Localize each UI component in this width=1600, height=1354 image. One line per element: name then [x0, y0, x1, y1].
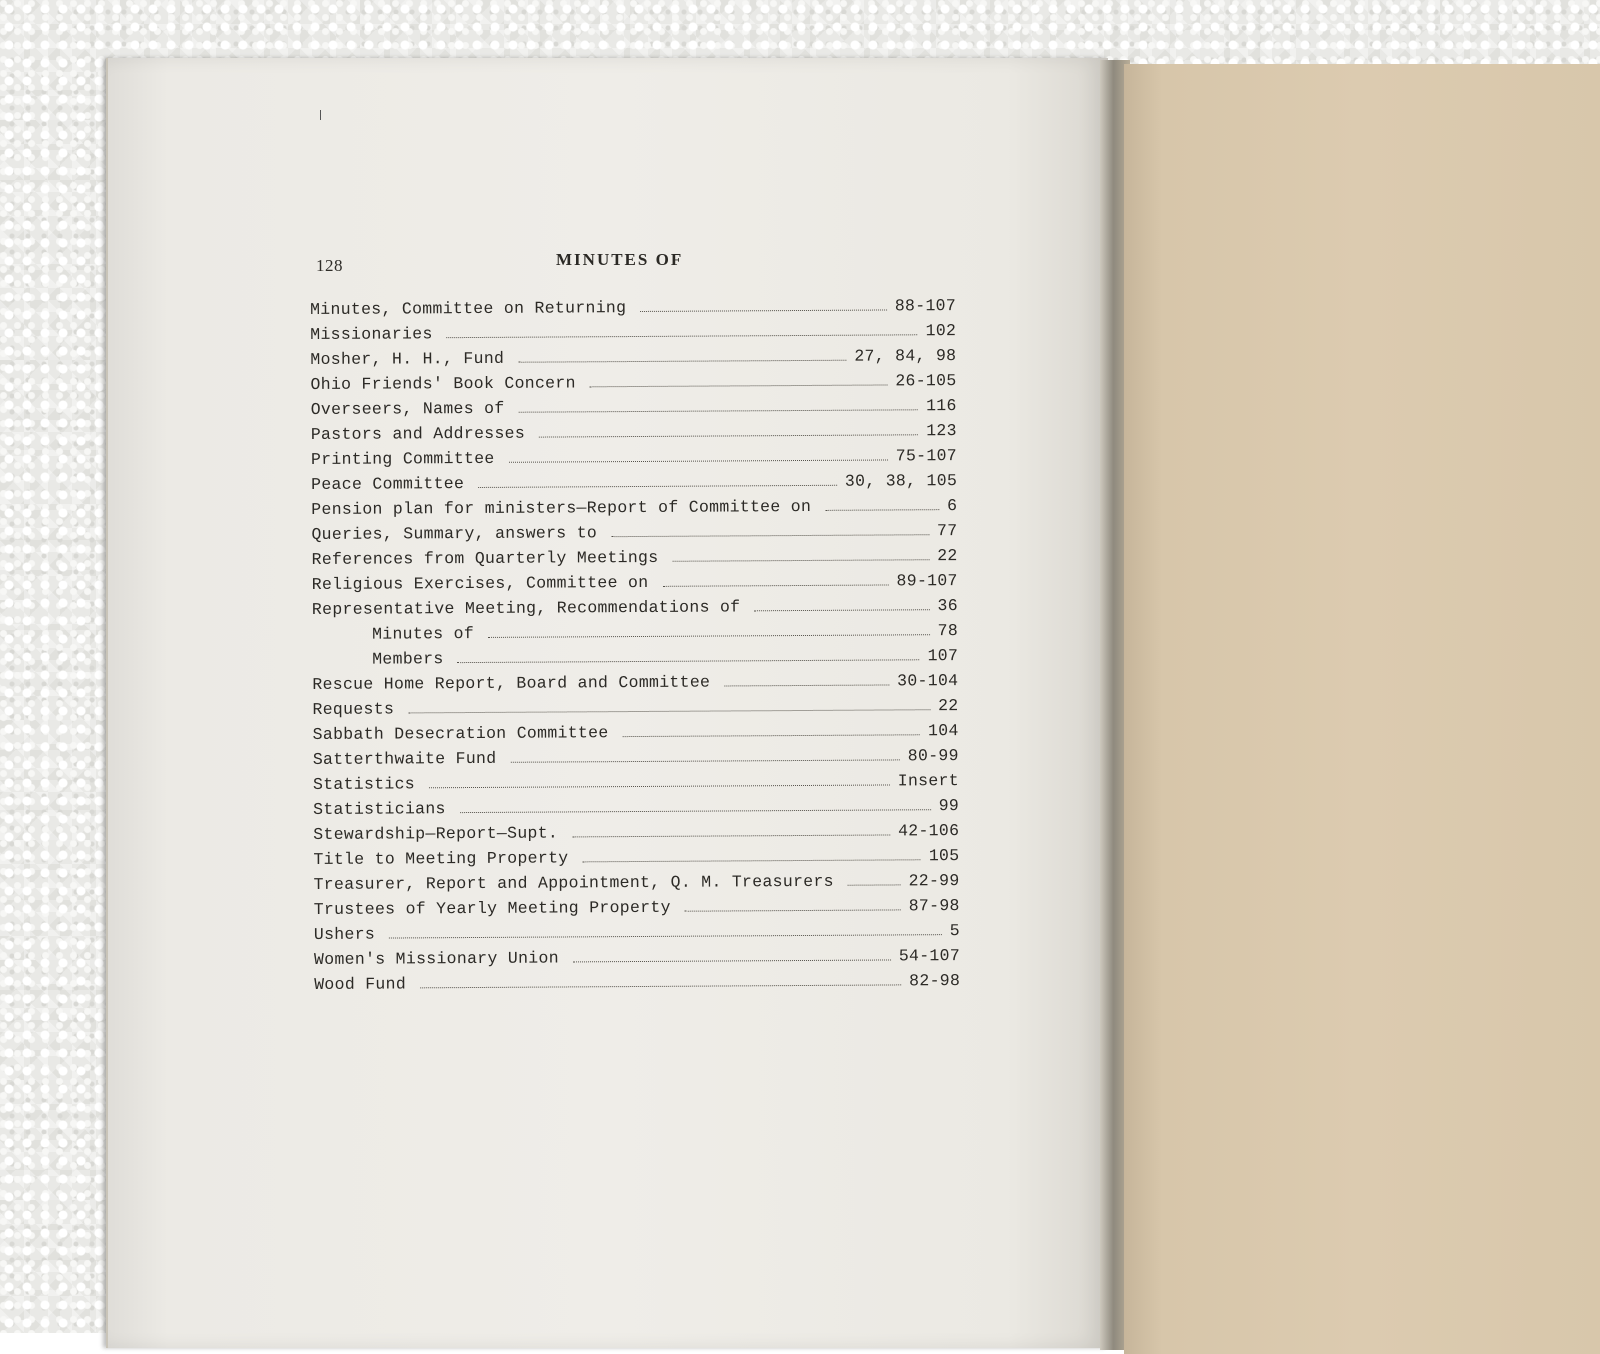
index-entry-label: Sabbath Desecration Committee — [312, 723, 609, 744]
index-entry-label: Women's Missionary Union — [313, 948, 559, 969]
index-entry-pages: 77 — [936, 521, 958, 541]
dot-leader — [672, 559, 929, 562]
index-entry-label: Mosher, H. H., Fund — [310, 348, 505, 369]
dot-leader — [611, 534, 929, 537]
index-entry-pages: 88-107 — [894, 296, 957, 316]
index-list — [310, 296, 960, 1000]
index-entry-label: Printing Committee — [310, 448, 495, 469]
index-entry-pages: 116 — [925, 396, 957, 416]
dot-leader — [408, 709, 930, 713]
index-entry-label: Representative Meeting, Recommendations of — [311, 597, 741, 619]
running-title: MINUTES OF — [556, 250, 684, 269]
index-entry-pages: 30-104 — [897, 671, 959, 691]
index-entry-label: Minutes, Committee on Returning — [310, 298, 627, 319]
index-entry-pages: 22-99 — [908, 871, 960, 891]
index-entry-label: Statisticians — [313, 799, 446, 819]
index-entry-label: Religious Exercises, Committee on — [311, 572, 649, 594]
index-entry-label: Members — [372, 649, 444, 669]
dot-leader — [509, 459, 888, 462]
index-entry-label: Treasurer, Report and Appointment, Q. M. Treasurers — [313, 871, 834, 894]
page-number: 128 — [316, 256, 343, 275]
index-entry-pages: 87-98 — [908, 896, 960, 916]
dot-leader — [572, 834, 890, 837]
index-entry-pages: 5 — [949, 921, 960, 941]
open-book — [100, 30, 1600, 1333]
index-entry-pages: 6 — [947, 496, 958, 516]
index-entry-pages: 42-106 — [897, 821, 960, 841]
index-entry-label: Requests — [312, 699, 395, 719]
index-entry-label: Statistics — [312, 774, 416, 794]
index-entry-label: Satterthwaite Fund — [312, 748, 497, 769]
index-entry-label: Stewardship—Report—Supt. — [313, 823, 559, 844]
dot-leader — [429, 784, 890, 788]
index-entry-label: Ohio Friends' Book Concern — [310, 373, 576, 394]
index-entry-label: Ushers — [313, 924, 376, 944]
index-entry-pages: 105 — [928, 846, 960, 866]
dot-leader — [458, 659, 920, 663]
left-page — [106, 58, 1108, 1348]
dot-leader — [447, 334, 918, 338]
index-entry-pages: 27, 84, 98 — [854, 346, 957, 366]
index-entry-label: Trustees of Yearly Meeting Property — [313, 897, 671, 919]
index-entry-pages: 102 — [925, 321, 957, 341]
dot-leader — [389, 934, 942, 938]
index-entry-pages: 104 — [927, 721, 959, 741]
index-entry-pages: 107 — [927, 646, 959, 666]
dot-leader — [478, 485, 837, 488]
dot-leader — [685, 909, 901, 911]
index-entry-label: References from Quarterly Meetings — [311, 547, 659, 569]
dot-leader — [460, 809, 931, 813]
index-entry-label: Missionaries — [310, 324, 433, 344]
index-entry-pages: 36 — [937, 596, 958, 616]
index-entry-pages: 123 — [926, 421, 957, 441]
index-entry-label: Queries, Summary, answers to — [311, 523, 598, 544]
index-entry-label: Pastors and Addresses — [310, 423, 526, 444]
facing-page-blank — [1124, 64, 1600, 1354]
index-entry-pages: 80-99 — [907, 746, 959, 766]
index-entry-pages: 22 — [938, 696, 959, 716]
page-header — [308, 250, 958, 280]
index-entry-pages: 78 — [937, 621, 959, 641]
index-entry-label: Wood Fund — [314, 974, 407, 994]
index-entry-pages: Insert — [897, 771, 960, 791]
index-entry-pages: 75-107 — [895, 446, 958, 466]
dot-leader — [724, 684, 889, 686]
dot-leader — [623, 734, 921, 737]
index-entry-pages: 82-98 — [909, 971, 961, 991]
index-entry-label: Peace Committee — [311, 474, 465, 494]
index-entry-label: Title to Meeting Property — [313, 848, 569, 869]
dot-leader — [539, 434, 918, 437]
index-entry-label: Rescue Home Report, Board and Committee — [312, 672, 711, 694]
dot-leader — [573, 959, 891, 962]
dot-leader — [519, 409, 919, 412]
index-entry-pages: 99 — [938, 796, 960, 816]
dot-leader — [582, 859, 920, 862]
index-entry-pages: 26-105 — [895, 371, 957, 391]
index-entry-pages: 30, 38, 105 — [844, 471, 958, 491]
dot-leader — [640, 309, 887, 312]
index-entry-pages: 54-107 — [898, 946, 961, 966]
dot-leader — [510, 759, 899, 762]
index-entry-pages: 89-107 — [896, 571, 958, 591]
index-entry — [314, 971, 960, 1000]
dot-leader — [488, 634, 930, 638]
pencil-mark — [320, 110, 321, 120]
dot-leader — [754, 609, 929, 611]
dot-leader — [420, 984, 901, 988]
dot-leader — [518, 360, 846, 363]
index-entry-label: Overseers, Names of — [310, 398, 505, 419]
index-entry-label: Pension plan for ministers—Report of Committee on — [311, 496, 812, 519]
index-entry-label: Minutes of — [371, 624, 475, 644]
dot-leader — [590, 384, 888, 387]
dot-leader — [825, 509, 939, 511]
dot-leader — [662, 584, 888, 586]
index-entry-pages: 22 — [937, 546, 958, 566]
dot-leader — [848, 884, 901, 885]
